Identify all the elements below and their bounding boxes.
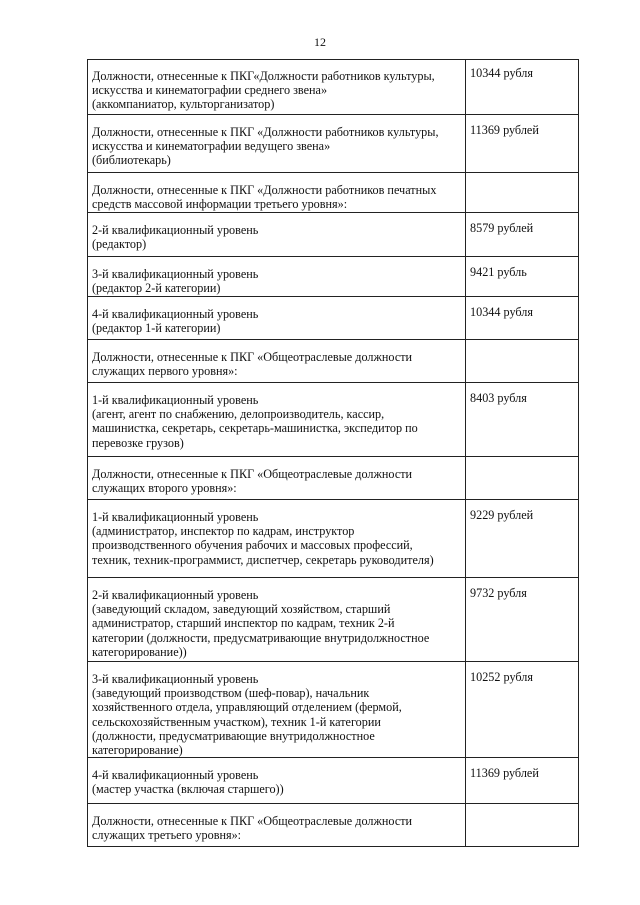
- salary-amount: 10252 рубля: [470, 670, 533, 684]
- position-text-line: Должности, отнесенные к ПКГ«Должности работников культуры,: [92, 69, 435, 83]
- position-cell: [88, 60, 466, 115]
- position-text-line: 2-й квалификационный уровень: [92, 588, 259, 602]
- position-text-line: (заведующий складом, заведующий хозяйством, старший: [92, 602, 391, 617]
- position-text-line: 1-й квалификационный уровень: [92, 510, 259, 524]
- position-cell: [88, 297, 466, 340]
- table-row: [88, 257, 579, 297]
- table-row: [88, 340, 579, 383]
- position-text-line: искусства и кинематографии ведущего звена»: [92, 139, 331, 154]
- position-text-line: (администратор, инспектор по кадрам, инструктор: [92, 524, 355, 539]
- salary-cell: [466, 457, 579, 500]
- position-text-line: Должности, отнесенные к ПКГ «Общеотраслевые должности: [92, 814, 413, 829]
- position-cell: [88, 340, 466, 383]
- table-row: [88, 500, 579, 578]
- position-text-line: служащих второго уровня»:: [92, 481, 237, 496]
- position-text-line: сельскохозяйственным участком), техник 1-й категории: [92, 714, 381, 729]
- salary-cell: [466, 257, 579, 297]
- salary-cell: [466, 804, 579, 847]
- salary-table-body: [88, 60, 579, 847]
- position-cell: [88, 457, 466, 500]
- salary-cell: [466, 297, 579, 340]
- table-row: [88, 173, 579, 213]
- position-cell: [88, 662, 466, 758]
- position-text-line: Должности, отнесенные к ПКГ «Должности работников культуры,: [92, 125, 439, 139]
- salary-cell: [466, 340, 579, 383]
- position-text-line: (редактор 1-й категории): [92, 321, 221, 336]
- salary-amount: 11369 рублей: [470, 123, 539, 137]
- position-cell: [88, 578, 466, 662]
- position-cell: [88, 257, 466, 297]
- position-text-line: категорирование)): [92, 644, 187, 659]
- position-text-line: 3-й квалификационный уровень: [92, 267, 259, 281]
- table-row: [88, 804, 579, 847]
- position-text-line: (библиотекарь): [92, 153, 171, 168]
- position-text-line: средств массовой информации третьего уровня»:: [92, 197, 348, 212]
- position-cell: [88, 758, 466, 804]
- position-text-line: служащих первого уровня»:: [92, 364, 238, 379]
- salary-cell: [466, 115, 579, 173]
- salary-cell: [466, 60, 579, 115]
- position-text-line: хозяйственного отдела, управляющий отделением (фермой,: [92, 700, 402, 715]
- table-row: [88, 60, 579, 115]
- table-row: [88, 383, 579, 457]
- position-cell: [88, 213, 466, 257]
- salary-amount: 8403 рубля: [470, 391, 527, 405]
- salary-cell: [466, 758, 579, 804]
- salary-cell: [466, 500, 579, 578]
- table-row: [88, 213, 579, 257]
- table-row: [88, 297, 579, 340]
- position-text-line: категорирование): [92, 743, 183, 758]
- salary-cell: [466, 578, 579, 662]
- position-cell: [88, 500, 466, 578]
- position-cell: [88, 804, 466, 847]
- position-text-line: (заведующий производством (шеф-повар), начальник: [92, 686, 370, 701]
- salary-amount: 9421 рубль: [470, 265, 527, 279]
- position-text-line: перевозке грузов): [92, 435, 184, 450]
- position-text-line: Должности, отнесенные к ПКГ «Общеотраслевые должности: [92, 350, 413, 364]
- position-cell: [88, 173, 466, 213]
- position-text-line: категории (должности, предусматривающие внутридолжностное: [92, 630, 430, 645]
- position-text-line: производственного обучения рабочих и массовых профессий,: [92, 538, 413, 553]
- position-text-line: (аккомпаниатор, культорганизатор): [92, 97, 275, 112]
- position-text-line: (агент, агент по снабжению, делопроизводитель, кассир,: [92, 407, 385, 422]
- position-text-line: машинистка, секретарь, секретарь-машинистка, экспедитор по: [92, 421, 418, 436]
- position-text-line: (редактор): [92, 237, 147, 252]
- position-text-line: 2-й квалификационный уровень: [92, 223, 259, 237]
- salary-amount: 9229 рублей: [470, 508, 534, 522]
- salary-amount: 8579 рублей: [470, 221, 534, 235]
- salary-cell: [466, 383, 579, 457]
- position-text-line: 3-й квалификационный уровень: [92, 672, 259, 686]
- salary-amount: 10344 рубля: [470, 305, 533, 319]
- position-text-line: (редактор 2-й категории): [92, 281, 221, 296]
- position-cell: [88, 383, 466, 457]
- salary-amount: 9732 рубля: [470, 586, 527, 600]
- position-text-line: Должности, отнесенные к ПКГ «Должности работников печатных: [92, 183, 437, 197]
- table-row: [88, 578, 579, 662]
- salary-cell: [466, 662, 579, 758]
- position-text-line: 4-й квалификационный уровень: [92, 307, 259, 321]
- salary-table: [87, 59, 579, 847]
- table-row: [88, 457, 579, 500]
- salary-cell: [466, 173, 579, 213]
- position-text-line: искусства и кинематографии среднего звена»: [92, 83, 328, 98]
- position-cell: [88, 115, 466, 173]
- salary-amount: 10344 рубля: [470, 66, 533, 80]
- position-text-line: администратор, старший инспектор по кадрам, техник 2-й: [92, 616, 395, 631]
- position-text-line: 4-й квалификационный уровень: [92, 768, 259, 783]
- salary-cell: [466, 213, 579, 257]
- position-text-line: служащих третьего уровня»:: [92, 828, 242, 843]
- table-row: [88, 758, 579, 804]
- position-text-line: техник, техник-программист, диспетчер, секретарь руководителя): [92, 552, 434, 567]
- salary-amount: 11369 рублей: [470, 766, 539, 781]
- position-text-line: (должности, предусматривающие внутридолжностное: [92, 728, 375, 743]
- position-text-line: Должности, отнесенные к ПКГ «Общеотраслевые должности: [92, 467, 413, 481]
- table-row: [88, 662, 579, 758]
- table-row: [88, 115, 579, 173]
- position-text-line: (мастер участка (включая старшего)): [92, 782, 284, 797]
- position-text-line: 1-й квалификационный уровень: [92, 393, 259, 407]
- page-number: 12: [314, 35, 326, 49]
